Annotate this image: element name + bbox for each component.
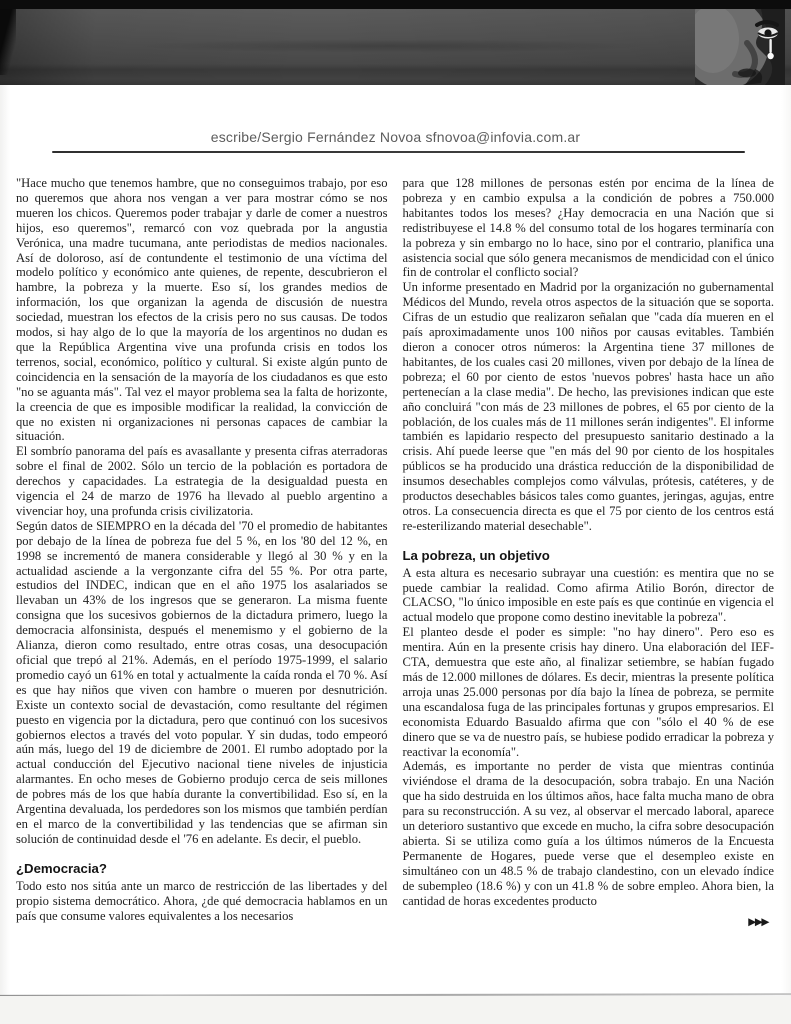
continuation-arrows-icon: ▶▶▶ bbox=[748, 915, 768, 928]
paragraph-fuga-dinero: El planteo desde el poder es simple: "no hay dinero". Pero eso es mentira. Aún en la presente crisis hay dinero. Una elaboración del IEF-CTA, demuestra que este año, al finalizar setiembre, se habían fugado más de 12.000 millones de dólares. Es decir, mientras la presente política arroja unas 25.000 personas por día bajo la línea de pobreza, se permite una escandalosa fuga de las principales fortunas y grupos empresarios. El economista Eduardo Basualdo afirma que con "sólo el 40 % de ese dinero que se va de nuestro país, se hubiese podido erradicar la pobreza y reactivar la economía". bbox=[402, 625, 774, 759]
header-photo-banner bbox=[0, 9, 791, 85]
paragraph-informe-madrid: Un informe presentado en Madrid por la organización no gubernamental Médicos del Mundo, revela otros aspectos de la situación que se soporta. Cifras de un estudio que realizaron señalan que "cada día mueren en el país aproximadamente unos 100 niños por causas evitables. También dieron a conocer otros números: la Argentina tiene 37 millones de habitantes, de los cuales casi 20 millones, viven por debajo de la línea de pobreza; el 60 por ciento de estos 'nuevos pobres' hasta hace un año pertenecían a la clase media". De hecho, las previsiones indican que este año concluirá "con más de 23 millones de pobres, el 65 por ciento de la población, de los cuales más de 11 millones serán indigentes". El informe también es lapidario respecto del presupuesto sanitario destinado a la crisis. Ahí puede leerse que "en más del 90 por ciento de los hospitales públicos se ha producido una drástica reducción de la disponibilidad de insumos desechables complejos como válvulas, prótesis, catéteres, y de productos desechables básicos tales como guantes, jeringas, agujas, entre otros. La consecuencia directa es que el 75 por ciento de los centros está re-esterilizando material desechable". bbox=[402, 280, 774, 533]
banner-texture bbox=[130, 39, 650, 53]
page-bottom-shadow bbox=[0, 996, 791, 1024]
paragraph-panorama: El sombrío panorama del país es avasallante y presenta cifras aterradoras sobre el final de 2002. Sólo un tercio de la población es portadora de derechos y capacidades. La estrategia de la desigualdad puesta en vigencia el 24 de marzo de 1976 ha llevado al pueblo argentino a vivenciar hoy, una profunda crisis civilizatoria. bbox=[16, 444, 388, 518]
paragraph-democracia: Todo esto nos sitúa ante un marco de restricción de las libertades y del propio sistema democrático. Ahora, ¿de qué democracia hablamos en un país que consume valores equivalentes a los necesarios bbox=[16, 878, 388, 923]
crying-face-photo-icon bbox=[695, 9, 785, 85]
paragraph-quote-intro: "Hace mucho que tenemos hambre, que no conseguimos trabajo, por eso no queremos que ahora nos vengan a ver para mostrar cómo se nos mueren los chicos. Queremos poder trabajar y darle de comer a nuestros hijos, eso queremos", remarcó con voz quebrada por la angustia Verónica, una madre tucumana, ante periodistas de medios nacionales. Así de doloroso, así de contundente el testimonio de una víctima del modelo político y económico ante quienes, de repente, descubrieron el hambre, la pobreza y la muerte. Eso sí, los grandes medios de información, los que organizan la agenda de discusión de nuestra sociedad, muestran los efectos de la crisis pero no sus causas. De todos modos, si hay algo de lo que la mayoría de los argentinos no dudan es que la República Argentina vive una profunda crisis en todos los terrenos, social, económico, político y cultural. Si existe algún punto de coincidencia en la sensación de la mayoría de los ciudadanos es que esto "no se aguanta más". Tal vez el mayor problema sea la falta de horizonte, la creencia de que es imposible modificar la realidad, la convicción de que no existen ni organizaciones ni personas capaces de cambiar la situación. bbox=[16, 176, 388, 444]
paragraph-siempro-datos: Según datos de SIEMPRO en la década del '70 el promedio de habitantes por debajo de la línea de pobreza fue del 5 %, en los '80 del 12 %, en 1998 se incrementó de manera considerable y llegó al 30 % y en la actualidad asciende a la vergonzante cifra del 55 %. Por otra parte, estudios del INDEC, indican que en el año 1975 los asalariados se llevaban un 43% de los ingresos que se generaron. La misma fuente consigna que los sucesivos gobiernos de la dictadura primero, luego la democracia alfonsinista, después el menemismo y el gobierno de la Alianza, dieron como resultado, entre otras cosas, una desocupación oficial que trepó al 21%. Además, en el período 1975-1999, el salario promedio cayó un 61% en total y actualmente la caída ronda el 70 %. Así es que hay niños que viven con hambre o mueren por desnutrición. Existe un contexto social de devastación, como resultante del régimen puesto en vigencia por la dictadura, pero que continuó con los sucesivos gobiernos electos a través del voto popular. Y sin dudas, todo empeoró aún más, luego del 19 de diciembre de 2001. El rumbo adoptado por la actual conducción del Ejecutivo nacional tiene niveles de injusticia alarmantes. En ocho meses de Gobierno produjo cerca de seis millones de pobres más de los que había durante la convertibilidad. Eso sí, en la Argentina devaluada, los perdedores son los mismos que también perdían en el marco de la convertibilidad y las tendencias que se afirman sin solución de continuidad desde el '76 en adelante. Es decir, el pueblo. bbox=[16, 518, 388, 846]
byline: escribe/Sergio Fernández Novoa sfnovoa@infovia.com.ar bbox=[210, 129, 581, 145]
section-heading-pobreza-objetivo: La pobreza, un objetivo bbox=[402, 547, 550, 563]
paragraph-atilio-boron: A esta altura es necesario subrayar una cuestión: es mentira que no se puede cambiar la realidad. Como afirma Atilio Borón, director de CLACSO, "lo único imposible en este país es que continúe en vigencia el actual modelo que propone como destino inevitable la pobreza". bbox=[402, 565, 774, 625]
left-column bbox=[16, 176, 388, 929]
section-heading-democracia: ¿Democracia? bbox=[16, 860, 107, 876]
header-rule bbox=[52, 151, 745, 153]
paragraph-mercado-laboral: Además, es importante no perder de vista que mientras continúa viviéndose el drama de la desocupación, sobra trabajo. En una Nación que ha sido destruida en los últimos años, hace falta mucha mano de obra para su reconstrucción. A su vez, al observar el mercado laboral, aparece un deterioro sustantivo que excede en mucho, la cifra sobre desocupación abierta. Si se utiliza como guía a los últimos números de la Encuesta Permanente de Hogares, puede verse que el desempleo existe en simultáneo con un 48.5 % de trabajo clandestino, con un elevado índice de subempleo (18.6 %) y con un 41.8 % de sobre empleo. Ahora bien, la cantidad de horas excedentes producto bbox=[402, 759, 774, 908]
page-curl-shadow bbox=[0, 9, 16, 75]
right-column bbox=[403, 176, 775, 929]
top-black-strip bbox=[0, 0, 791, 9]
article-body bbox=[16, 176, 774, 929]
paragraph-democracia-cont: para que 128 millones de personas estén por encima de la línea de pobreza y en cambio expulsa a la condición de pobres a 750.000 habitantes todos los meses? ¿Hay democracia en una Nación que si redistribuyese el 14.8 % del consumo total de los hogares terminaría con la pobreza y sin embargo no lo hace, sino por el contrario, planifica una asistencia social que sólo genera mecanismos de mendicidad con el único fin de controlar el conflicto social? bbox=[402, 176, 774, 280]
